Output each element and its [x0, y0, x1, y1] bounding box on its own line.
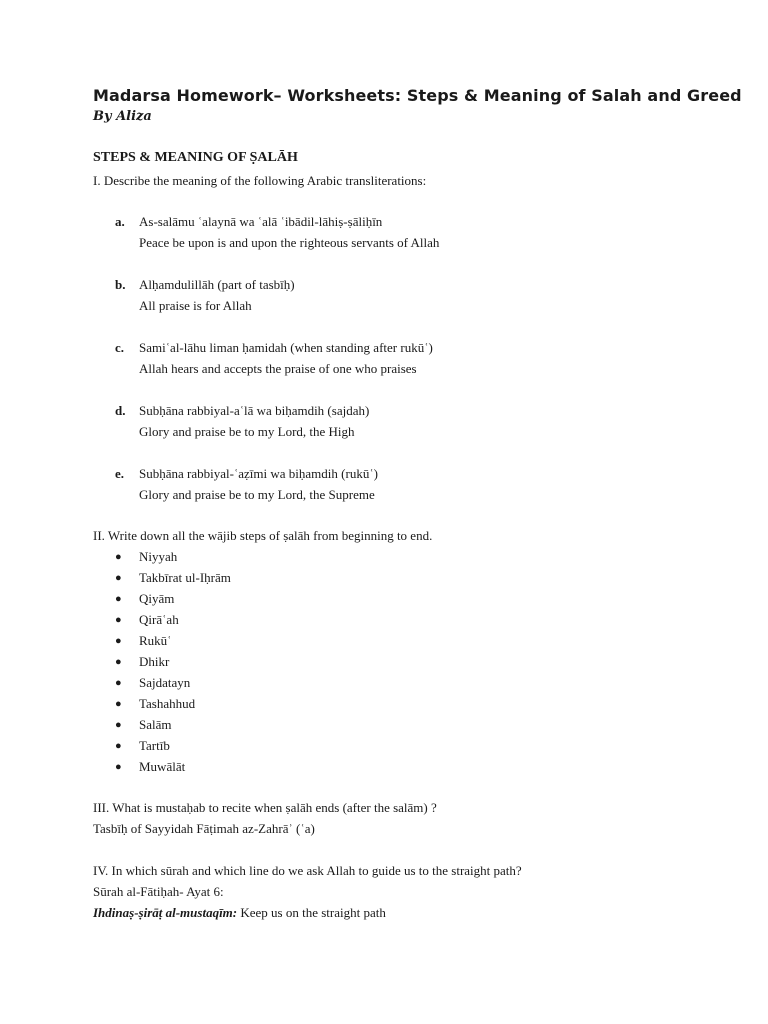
section-heading: STEPS & MEANING OF ṢALĀH: [93, 150, 298, 165]
item-b-meaning: All praise is for Allah: [139, 298, 252, 313]
bullet-icon: ●: [115, 656, 122, 668]
bullet-icon: ●: [115, 698, 122, 710]
item-d-arabic: Subḥāna rabbiyal-aʿlā wa biḥamdih (sajdah): [139, 403, 370, 418]
item-a-arabic: As-salāmu ʿalaynā wa ʿalā ʿibādil-lāhiṣ-ṣāliḥīn: [139, 214, 383, 229]
item-b-arabic: Alḥamdulillāh (part of tasbīḥ): [139, 277, 295, 292]
bullet-icon: ●: [115, 635, 122, 647]
item-a-meaning: Peace be upon is and upon the righteous servants of Allah: [139, 235, 440, 250]
list-item: Rukūʿ: [139, 633, 172, 648]
bullet-icon: ●: [115, 719, 122, 731]
question-1: I. Describe the meaning of the following Arabic transliterations:: [93, 173, 427, 188]
list-item: Qiyām: [139, 591, 175, 606]
bullet-icon: ●: [115, 551, 122, 563]
bullet-icon: ●: [115, 677, 122, 689]
answer-3: Tasbīḥ of Sayyidah Fāṭimah az-Zahrāʾ (ʿa): [93, 821, 315, 836]
answer-4-line1: Sūrah al-Fātiḥah- Ayat 6:: [93, 884, 224, 899]
item-e-arabic: Subḥāna rabbiyal-ʿaẓīmi wa biḥamdih (rukūʿ): [139, 466, 378, 481]
question-4: IV. In which sūrah and which line do we ask Allah to guide us to the straight path?: [93, 863, 522, 878]
answer-4-line2: [93, 905, 386, 921]
item-c-arabic: Samiʿal-lāhu liman ḥamidah (when standing after rukūʿ): [139, 340, 433, 355]
verse-meaning: Keep us on the straight path: [237, 905, 386, 920]
worksheet-page: [93, 0, 742, 1024]
item-letter-d: d.: [115, 403, 126, 418]
item-letter-b: b.: [115, 277, 126, 292]
author-byline: By Aliza: [93, 109, 152, 124]
item-letter-c: c.: [115, 340, 125, 355]
bullet-icon: ●: [115, 572, 122, 584]
item-c-meaning: Allah hears and accepts the praise of one who praises: [139, 361, 417, 376]
question-3: III. What is mustaḥab to recite when ṣalāh ends (after the salām) ?: [93, 800, 437, 815]
bullet-icon: ●: [115, 614, 122, 626]
bullet-icon: ●: [115, 761, 122, 773]
list-item: Qirāʿah: [139, 612, 179, 627]
item-letter-e: e.: [115, 466, 125, 481]
list-item: Dhikr: [139, 654, 170, 669]
bullet-icon: ●: [115, 740, 122, 752]
list-item: Sajdatayn: [139, 675, 191, 690]
item-d-meaning: Glory and praise be to my Lord, the High: [139, 424, 355, 439]
list-item: Takbīrat ul-Iḥrām: [139, 570, 231, 585]
list-item: Tartīb: [139, 738, 170, 753]
list-item: Muwālāt: [139, 759, 186, 774]
list-item: Tashahhud: [139, 696, 196, 711]
question-2: II. Write down all the wājib steps of ṣalāh from beginning to end.: [93, 528, 433, 543]
list-item: Niyyah: [139, 549, 178, 564]
list-item: Salām: [139, 717, 172, 732]
worksheet-title: Madarsa Homework– Worksheets: Steps & Meaning of Salah and Greed: [93, 86, 742, 105]
item-letter-a: a.: [115, 214, 125, 229]
verse-transliteration: Ihdinaṣ-ṣirāṭ al-mustaqīm:: [93, 905, 238, 920]
item-e-meaning: Glory and praise be to my Lord, the Supreme: [139, 487, 375, 502]
bullet-icon: ●: [115, 593, 122, 605]
